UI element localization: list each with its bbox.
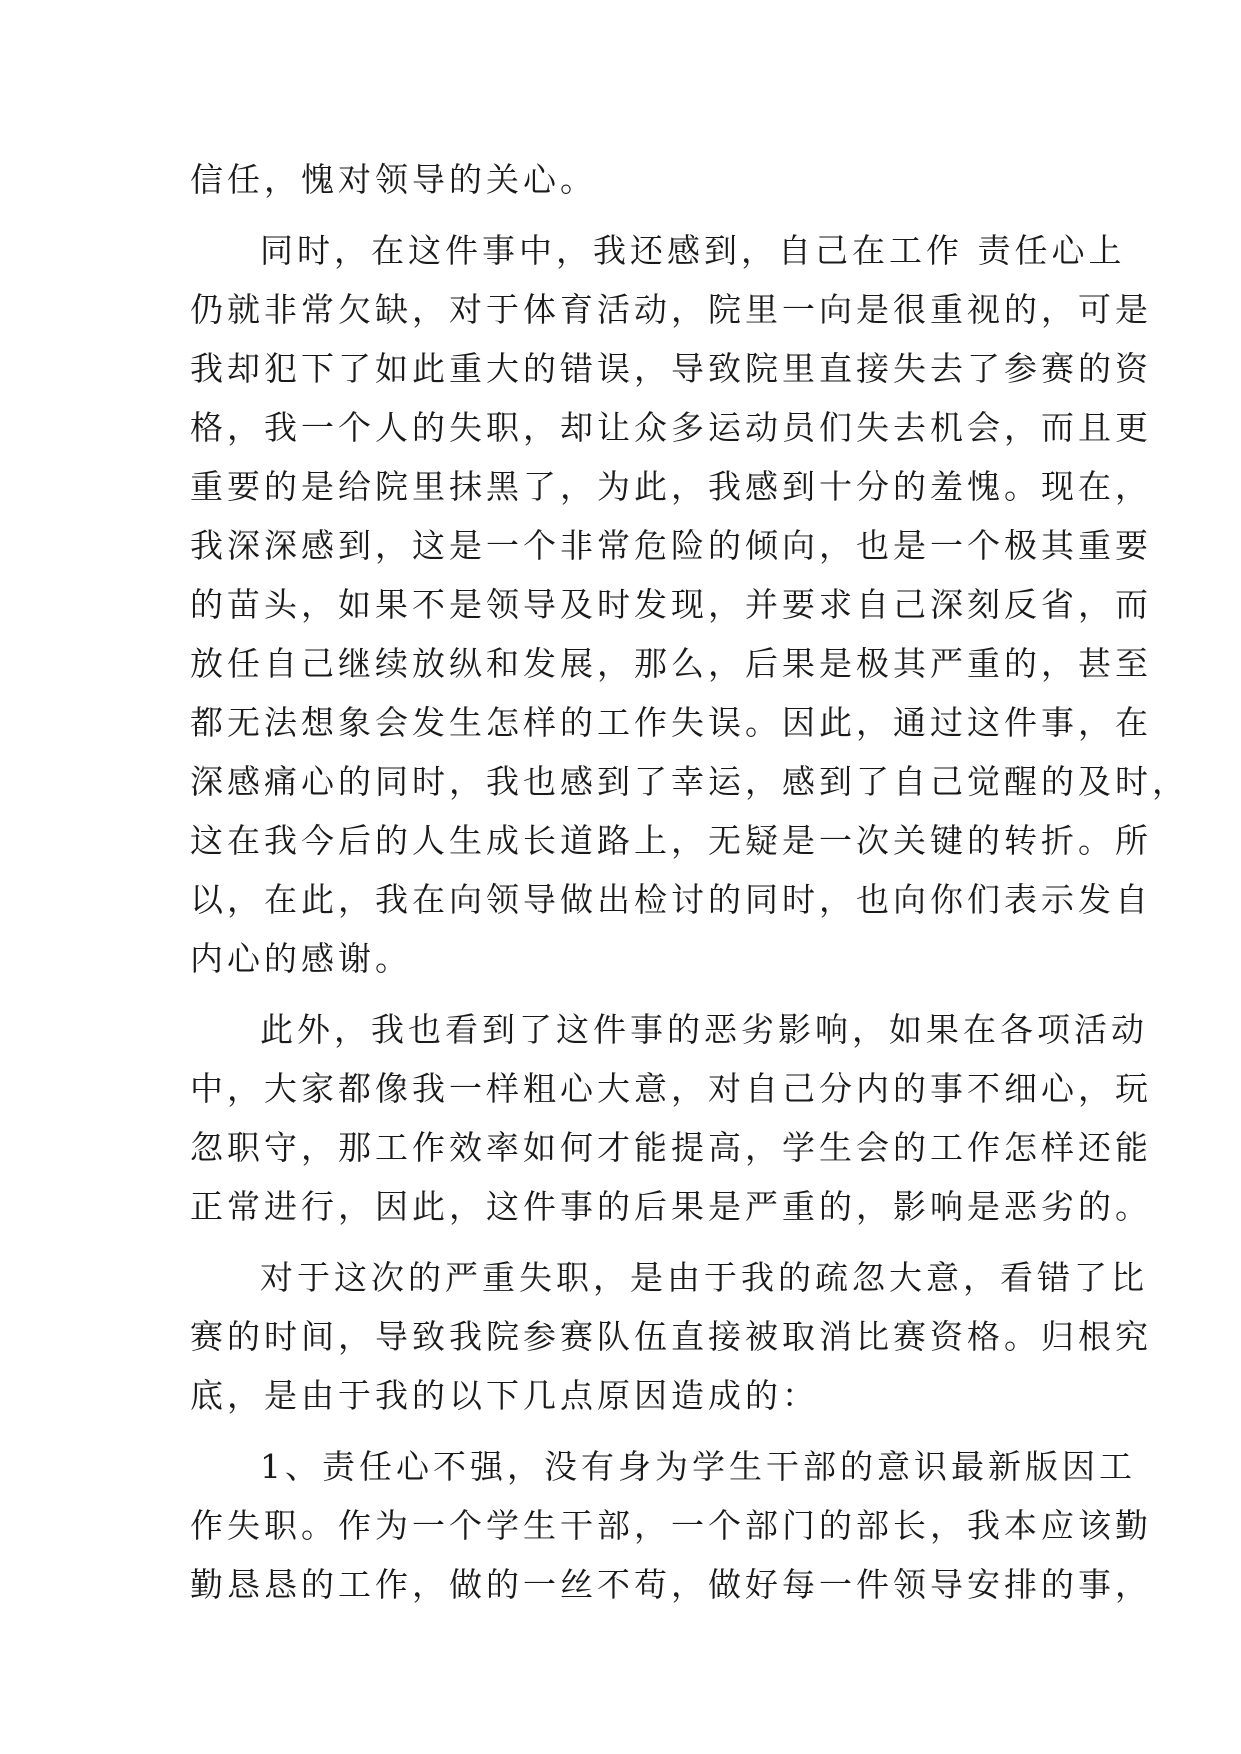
text-line: 的苗头，如果不是领导及时发现，并要求自己深刻反省，而 <box>190 585 1152 624</box>
document-body <box>190 150 1189 1614</box>
paragraph-start-line: 此外，我也看到了这件事的恶劣影响，如果在各项活动 <box>260 1010 1148 1049</box>
text-line: 作失职。作为一个学生干部，一个部门的部长，我本应该勤 <box>190 1506 1152 1545</box>
text-line: 以，在此，我在向领导做出检讨的同时，也向你们表示发自 <box>190 880 1152 919</box>
text-line: 深感痛心的同时，我也感到了幸运，感到了自己觉醒的及时， <box>190 762 1189 801</box>
text-line: 格，我一个人的失职，却让众多运动员们失去机会，而且更 <box>190 408 1152 447</box>
text-line: 放任自己继续放纵和发展，那么，后果是极其严重的，甚至 <box>190 644 1152 683</box>
text-line: 信任，愧对领导的关心。 <box>190 160 597 199</box>
text-line: 底，是由于我的以下几点原因造成的： <box>190 1376 819 1415</box>
text-line: 内心的感谢。 <box>190 939 412 978</box>
text-line: 仍就非常欠缺，对于体育活动，院里一向是很重视的，可是 <box>190 290 1152 329</box>
text-line: 勤恳恳的工作，做的一丝不苟，做好每一件领导安排的事， <box>190 1565 1152 1604</box>
paragraph-start-line: 对于这次的严重失职，是由于我的疏忽大意，看错了比 <box>260 1258 1148 1297</box>
text-line: 中，大家都像我一样粗心大意，对自己分内的事不细心，玩 <box>190 1069 1152 1108</box>
text-line: 这在我今后的人生成长道路上，无疑是一次关键的转折。所 <box>190 821 1152 860</box>
paragraph-start-line: 同时，在这件事中，我还感到，自己在工作 责任心上 <box>260 231 1126 270</box>
text-line: 正常进行，因此，这件事的后果是严重的，影响是恶劣的。 <box>190 1187 1152 1226</box>
text-line: 重要的是给院里抹黑了，为此，我感到十分的羞愧。现在， <box>190 467 1152 506</box>
text-line: 我深深感到，这是一个非常危险的倾向，也是一个极其重要 <box>190 526 1152 565</box>
paragraph-start-line: 1、责任心不强，没有身为学生干部的意识最新版因工 <box>260 1447 1136 1486</box>
text-line: 都无法想象会发生怎样的工作失误。因此，通过这件事，在 <box>190 703 1152 742</box>
text-line: 忽职守，那工作效率如何才能提高，学生会的工作怎样还能 <box>190 1128 1152 1167</box>
text-line: 我却犯下了如此重大的错误，导致院里直接失去了参赛的资 <box>190 349 1152 388</box>
text-line: 赛的时间，导致我院参赛队伍直接被取消比赛资格。归根究 <box>190 1317 1152 1356</box>
